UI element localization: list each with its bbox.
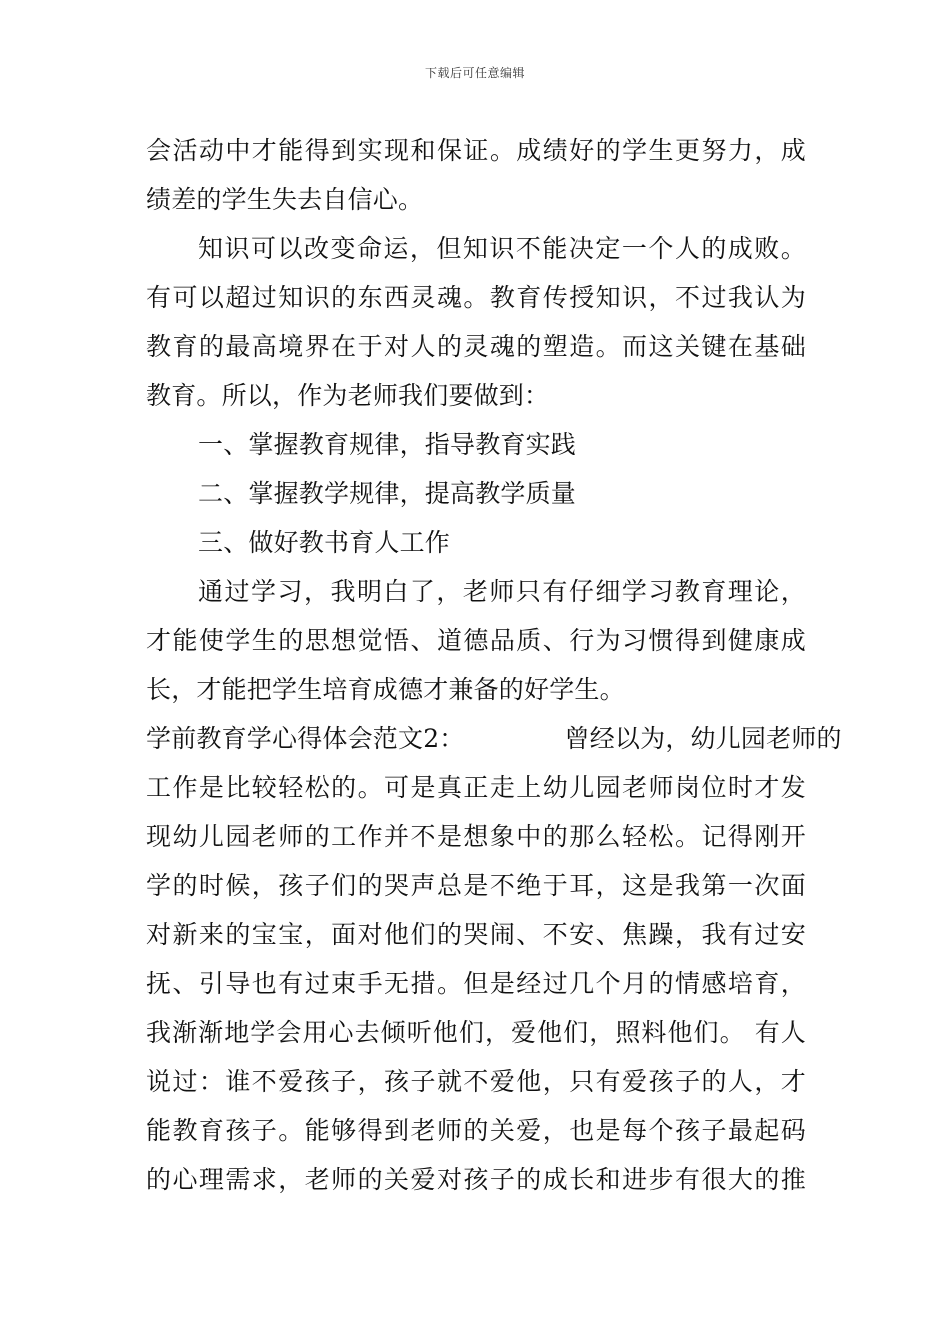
paragraph-start: 曾经以为，幼儿园老师的 (564, 724, 842, 753)
text-line: 现幼儿园老师的工作并不是想象中的那么轻松。记得刚开 (146, 822, 806, 851)
text-line: 学的时候，孩子们的哭声总是不绝于耳，这是我第一次面 (146, 871, 806, 900)
text-line: 才能使学生的思想觉悟、道德品质、行为习惯得到健康成 (146, 626, 806, 655)
text-line: 能教育孩子。能够得到老师的关爱，也是每个孩子最起码 (146, 1116, 806, 1145)
section-line (146, 714, 842, 763)
text-line: 会活动中才能得到实现和保证。成绩好的学生更努力，成 (146, 136, 806, 165)
list-item: 二、掌握教学规律，提高教学质量 (198, 479, 577, 508)
list-item: 一、掌握教育规律，指导教育实践 (198, 430, 577, 459)
text-line: 有可以超过知识的东西灵魂。教育传授知识，不过我认为 (146, 283, 806, 312)
paragraph-start: 通过学习，我明白了，老师只有仔细学习教育理论， (198, 577, 806, 606)
text-line: 我渐渐地学会用心去倾听他们，爱他们，照料他们。 有人 (146, 1018, 806, 1047)
text-line: 教育。所以，作为老师我们要做到： (146, 381, 550, 410)
paragraph-start: 知识可以改变命运，但知识不能决定一个人的成败。 (198, 234, 806, 263)
text-line: 教育的最高境界在于对人的灵魂的塑造。而这关键在基础 (146, 332, 806, 361)
page-header: 下载后可任意编辑 (424, 66, 525, 80)
list-item: 三、做好教书育人工作 (198, 528, 451, 557)
text-line: 工作是比较轻松的。可是真正走上幼儿园老师岗位时才发 (146, 773, 806, 802)
text-line: 说过：谁不爱孩子，孩子就不爱他，只有爱孩子的人，才 (146, 1067, 806, 1096)
document-body (146, 126, 842, 1204)
section-title: 学前教育学心得体会范文2： (146, 724, 465, 753)
text-line: 抚、引导也有过束手无措。但是经过几个月的情感培育， (146, 969, 806, 998)
text-line: 长，才能把学生培育成德才兼备的好学生。 (146, 675, 625, 704)
text-line: 对新来的宝宝，面对他们的哭闹、不安、焦躁，我有过安 (146, 920, 806, 949)
text-line: 绩差的学生失去自信心。 (146, 185, 424, 214)
text-line: 的心理需求，老师的关爱对孩子的成长和进步有很大的推 (146, 1165, 806, 1194)
